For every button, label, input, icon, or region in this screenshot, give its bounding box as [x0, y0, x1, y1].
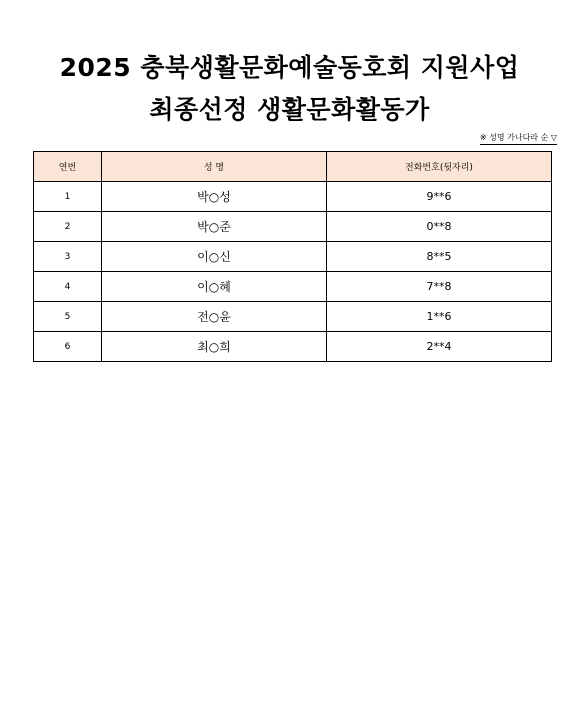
- column-header-name: 성 명: [102, 152, 327, 182]
- row-name: 전○윤: [102, 302, 327, 332]
- row-no: 6: [34, 332, 102, 362]
- table-row: [34, 242, 552, 272]
- row-name: 박○성: [102, 182, 327, 212]
- selected-activists-table: [33, 151, 552, 362]
- row-phone: 9**6: [327, 182, 552, 212]
- row-name: 최○희: [102, 332, 327, 362]
- row-no: 2: [34, 212, 102, 242]
- table-row: [34, 182, 552, 212]
- table-row: [34, 272, 552, 302]
- document-title-line1: 2025 충북생활문화예술동호회 지원사업: [59, 52, 520, 82]
- row-phone: 8**5: [327, 242, 552, 272]
- table-row: [34, 302, 552, 332]
- row-no: 1: [34, 182, 102, 212]
- row-phone: 2**4: [327, 332, 552, 362]
- column-header-no: 연번: [34, 152, 102, 182]
- row-no: 4: [34, 272, 102, 302]
- row-phone: 1**6: [327, 302, 552, 332]
- row-name: 박○준: [102, 212, 327, 242]
- column-header-phone: 전화번호(뒷자리): [327, 152, 552, 182]
- row-name: 이○신: [102, 242, 327, 272]
- table-row: [34, 212, 552, 242]
- row-phone: 0**8: [327, 212, 552, 242]
- table-row: [34, 332, 552, 362]
- row-phone: 7**8: [327, 272, 552, 302]
- sort-order-note: ※ 성명 가나다라 순 ▽: [480, 132, 557, 145]
- row-no: 3: [34, 242, 102, 272]
- document-title-line2: 최종선정 생활문화활동가: [149, 94, 430, 124]
- row-no: 5: [34, 302, 102, 332]
- table-header-row: [34, 152, 552, 182]
- row-name: 이○혜: [102, 272, 327, 302]
